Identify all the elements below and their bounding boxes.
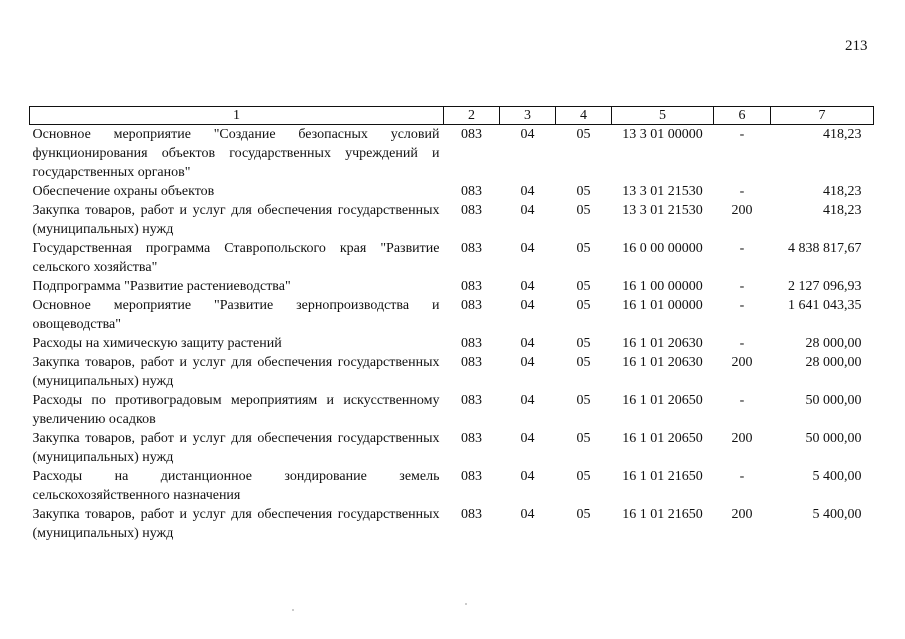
table-row	[30, 201, 874, 239]
column-header: 2	[444, 107, 500, 125]
vr-cell: 200	[731, 507, 753, 522]
table-row	[30, 467, 874, 505]
ved-cell: 083	[461, 393, 482, 408]
rz-cell: 04	[520, 298, 535, 313]
pr-cell: 05	[576, 279, 591, 294]
table-header-row	[30, 107, 874, 125]
sum-cell: 28 000,00	[805, 336, 862, 351]
table-row	[30, 125, 874, 183]
vr-cell: -	[739, 336, 745, 351]
csr-cell: 16 1 01 00000	[622, 298, 703, 313]
sum-cell: 50 000,00	[805, 431, 862, 446]
table-row	[30, 505, 874, 543]
row-name-cell: Обеспечение охраны объектов	[32, 184, 215, 199]
vr-cell: 200	[731, 355, 753, 370]
table-row	[30, 296, 874, 334]
pr-cell: 05	[576, 127, 591, 142]
rz-cell: 04	[520, 184, 535, 199]
ved-cell: 083	[461, 298, 482, 313]
ved-cell: 083	[461, 184, 482, 199]
ved-cell: 083	[461, 336, 482, 351]
table-row	[30, 334, 874, 353]
pr-cell: 05	[576, 393, 591, 408]
rz-cell: 04	[520, 336, 535, 351]
table-row	[30, 277, 874, 296]
csr-cell: 16 1 01 20650	[622, 431, 703, 446]
sum-cell: 5 400,00	[812, 469, 862, 484]
vr-cell: -	[739, 279, 745, 294]
pr-cell: 05	[576, 298, 591, 313]
page-number: 213	[845, 38, 868, 54]
csr-cell: 16 1 01 21650	[622, 469, 703, 484]
row-name-cell: Основное мероприятие "Развитие зернопроизводства и овощеводства"	[32, 298, 440, 332]
sum-cell: 418,23	[823, 203, 862, 218]
column-header: 3	[500, 107, 556, 125]
pr-cell: 05	[576, 507, 591, 522]
column-header: 1	[30, 107, 444, 125]
rz-cell: 04	[520, 279, 535, 294]
ved-cell: 083	[461, 241, 482, 256]
column-header: 5	[612, 107, 714, 125]
table-row	[30, 429, 874, 467]
row-name-cell: Расходы по противоградовым мероприятиям и искусственному увеличению осадков	[32, 393, 440, 427]
row-name-cell: Закупка товаров, работ и услуг для обеспечения государственных (муниципальных) нужд	[32, 431, 440, 465]
table-row	[30, 353, 874, 391]
csr-cell: 16 1 01 20650	[622, 393, 703, 408]
pr-cell: 05	[576, 203, 591, 218]
csr-cell: 16 0 00 00000	[622, 241, 703, 256]
sum-cell: 418,23	[823, 127, 862, 142]
ved-cell: 083	[461, 469, 482, 484]
rz-cell: 04	[520, 355, 535, 370]
pr-cell: 05	[576, 184, 591, 199]
ved-cell: 083	[461, 431, 482, 446]
rz-cell: 04	[520, 393, 535, 408]
csr-cell: 16 1 01 20630	[622, 336, 703, 351]
ved-cell: 083	[461, 355, 482, 370]
scan-speck	[465, 603, 467, 605]
row-name-cell: Закупка товаров, работ и услуг для обеспечения государственных (муниципальных) нужд	[32, 203, 440, 237]
vr-cell: -	[739, 127, 745, 142]
row-name-cell: Закупка товаров, работ и услуг для обеспечения государственных (муниципальных) нужд	[32, 507, 440, 541]
pr-cell: 05	[576, 431, 591, 446]
vr-cell: -	[739, 241, 745, 256]
scan-speck	[292, 609, 294, 611]
rz-cell: 04	[520, 469, 535, 484]
sum-cell: 4 838 817,67	[788, 241, 862, 256]
table-row	[30, 239, 874, 277]
sum-cell: 50 000,00	[805, 393, 862, 408]
rz-cell: 04	[520, 203, 535, 218]
sum-cell: 1 641 043,35	[788, 298, 862, 313]
row-name-cell: Подпрограмма "Развитие растениеводства"	[32, 279, 291, 294]
pr-cell: 05	[576, 336, 591, 351]
rz-cell: 04	[520, 127, 535, 142]
csr-cell: 13 3 01 21530	[622, 203, 703, 218]
pr-cell: 05	[576, 241, 591, 256]
pr-cell: 05	[576, 469, 591, 484]
sum-cell: 418,23	[823, 184, 862, 199]
vr-cell: 200	[731, 203, 753, 218]
vr-cell: -	[739, 184, 745, 199]
column-header: 6	[714, 107, 771, 125]
csr-cell: 16 1 01 20630	[622, 355, 703, 370]
rz-cell: 04	[520, 431, 535, 446]
sum-cell: 2 127 096,93	[788, 279, 862, 294]
row-name-cell: Закупка товаров, работ и услуг для обеспечения государственных (муниципальных) нужд	[32, 355, 440, 389]
column-header: 7	[771, 107, 874, 125]
rz-cell: 04	[520, 507, 535, 522]
csr-cell: 13 3 01 21530	[622, 184, 703, 199]
csr-cell: 16 1 00 00000	[622, 279, 703, 294]
vr-cell: -	[739, 469, 745, 484]
ved-cell: 083	[461, 203, 482, 218]
csr-cell: 13 3 01 00000	[622, 127, 703, 142]
csr-cell: 16 1 01 21650	[622, 507, 703, 522]
ved-cell: 083	[461, 507, 482, 522]
vr-cell: -	[739, 298, 745, 313]
pr-cell: 05	[576, 355, 591, 370]
vr-cell: -	[739, 393, 745, 408]
row-name-cell: Расходы на дистанционное зондирование земель сельскохозяйственного назначения	[32, 469, 440, 503]
sum-cell: 28 000,00	[805, 355, 862, 370]
vr-cell: 200	[731, 431, 753, 446]
table-row	[30, 182, 874, 201]
budget-table	[29, 106, 874, 543]
ved-cell: 083	[461, 279, 482, 294]
row-name-cell: Государственная программа Ставропольского края "Развитие сельского хозяйства"	[32, 241, 440, 275]
ved-cell: 083	[461, 127, 482, 142]
sum-cell: 5 400,00	[812, 507, 862, 522]
row-name-cell: Расходы на химическую защиту растений	[32, 336, 282, 351]
table-row	[30, 391, 874, 429]
row-name-cell: Основное мероприятие "Создание безопасных условий функционирования объектов государственных учреждений и государственных органов"	[32, 127, 440, 180]
column-header: 4	[556, 107, 612, 125]
rz-cell: 04	[520, 241, 535, 256]
